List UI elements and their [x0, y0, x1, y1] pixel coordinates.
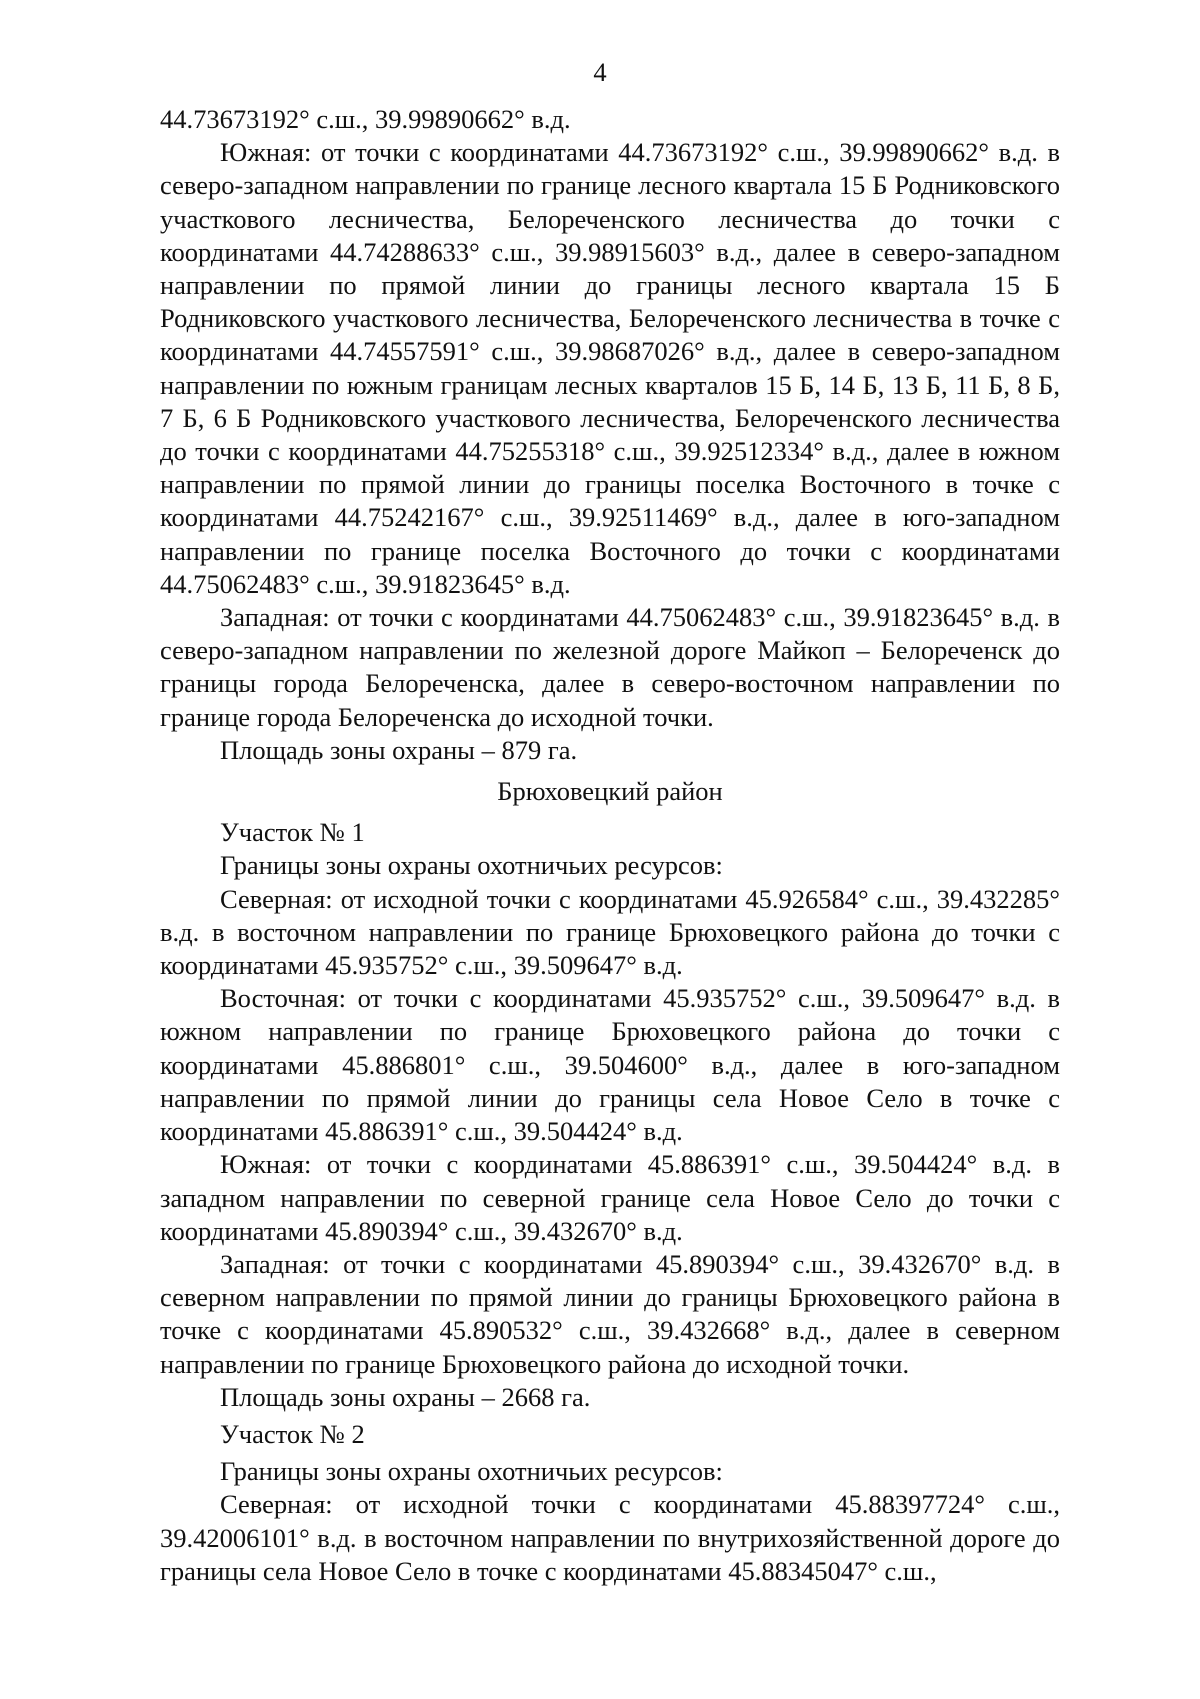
- paragraph-plot2-northern: Северная: от исходной точки с координатами 45.88397724° с.ш., 39.42006101° в.д. в восточном направлении по внутрихозяйственной дороге до границы села Новое Село в точке с координатами 45.88345047° с.ш.,: [160, 1489, 1060, 1586]
- section-heading-district: Брюховецкий район: [497, 776, 723, 807]
- document-body: [160, 103, 1060, 1588]
- paragraph-plot1-eastern: Восточная: от точки с координатами 45.935752° с.ш., 39.509647° в.д. в южном направлении по границе Брюховецкого района до точки с координатами 45.886801° с.ш., 39.504600° в.д., далее в юго-западном направлении по прямой линии до границы села Новое Село в точке с координатами 45.886391° с.ш., 39.504424° в.д.: [160, 983, 1060, 1147]
- plot-heading-2: Участок № 2: [220, 1418, 365, 1449]
- paragraph-coordinates-continuation: 44.73673192° с.ш., 39.99890662° в.д.: [160, 104, 571, 134]
- page-number: 4: [593, 57, 607, 87]
- paragraph-area: Площадь зоны охраны – 879 га.: [220, 734, 578, 765]
- boundaries-heading-1: Границы зоны охраны охотничьих ресурсов:: [220, 850, 723, 881]
- paragraph-plot1-northern: Северная: от исходной точки с координатами 45.926584° с.ш., 39.432285° в.д. в восточном направлении по границе Брюховецкого района до точки с координатами 45.935752° с.ш., 39.509647° в.д.: [160, 883, 1060, 981]
- boundaries-heading-2: Границы зоны охраны охотничьих ресурсов:: [220, 1456, 723, 1487]
- paragraph-plot1-southern: Южная: от точки с координатами 45.886391° с.ш., 39.504424° в.д. в западном направлении по северной границе села Новое Село до точки с координатами 45.890394° с.ш., 39.432670° в.д.: [160, 1149, 1060, 1246]
- paragraph-western-boundary: Западная: от точки с координатами 44.75062483° с.ш., 39.91823645° в.д. в северо-западном направлении по железной дороге Майкоп – Белореченск до границы города Белореченска, далее в северо-восточном направлении по границе города Белореченска до исходной точки.: [160, 602, 1060, 732]
- paragraph-plot1-western: Западная: от точки с координатами 45.890394° с.ш., 39.432670° в.д. в северном направлении по прямой линии до границы Брюховецкого района в точке с координатами 45.890532° с.ш., 39.432668° в.д., далее в северном направлении по границе Брюховецкого района до исходной точки.: [160, 1248, 1060, 1379]
- paragraph-plot1-area: Площадь зоны охраны – 2668 га.: [220, 1381, 591, 1412]
- plot-heading-1: Участок № 1: [220, 817, 365, 848]
- paragraph-southern-boundary: Южная: от точки с координатами 44.73673192° с.ш., 39.99890662° в.д. в северо-западном направлении по границе лесного квартала 15 Б Родниковского участкового лесничества, Белореченского лесничества до точки с координатами 44.74288633° с.ш., 39.98915603° в.д., далее в северо-западном направлении по прямой линии до границы лесного квартала 15 Б Родниковского участкового лесничества, Белореченского лесничества в точке с координатами 44.74557591° с.ш., 39.98687026° в.д., далее в северо-западном направлении по южным границам лесных кварталов 15 Б, 14 Б, 13 Б, 11 Б, 8 Б, 7 Б, 6 Б Родниковского участкового лесничества, Белореченского лесничества до точки с координатами 44.75255318° с.ш., 39.92512334° в.д., далее в южном направлении по прямой линии до границы поселка Восточного в точке с координатами 44.75242167° с.ш., 39.92511469° в.д., далее в юго-западном направлении по границе поселка Восточного до точки с координатами 44.75062483° с.ш., 39.91823645° в.д.: [160, 137, 1060, 599]
